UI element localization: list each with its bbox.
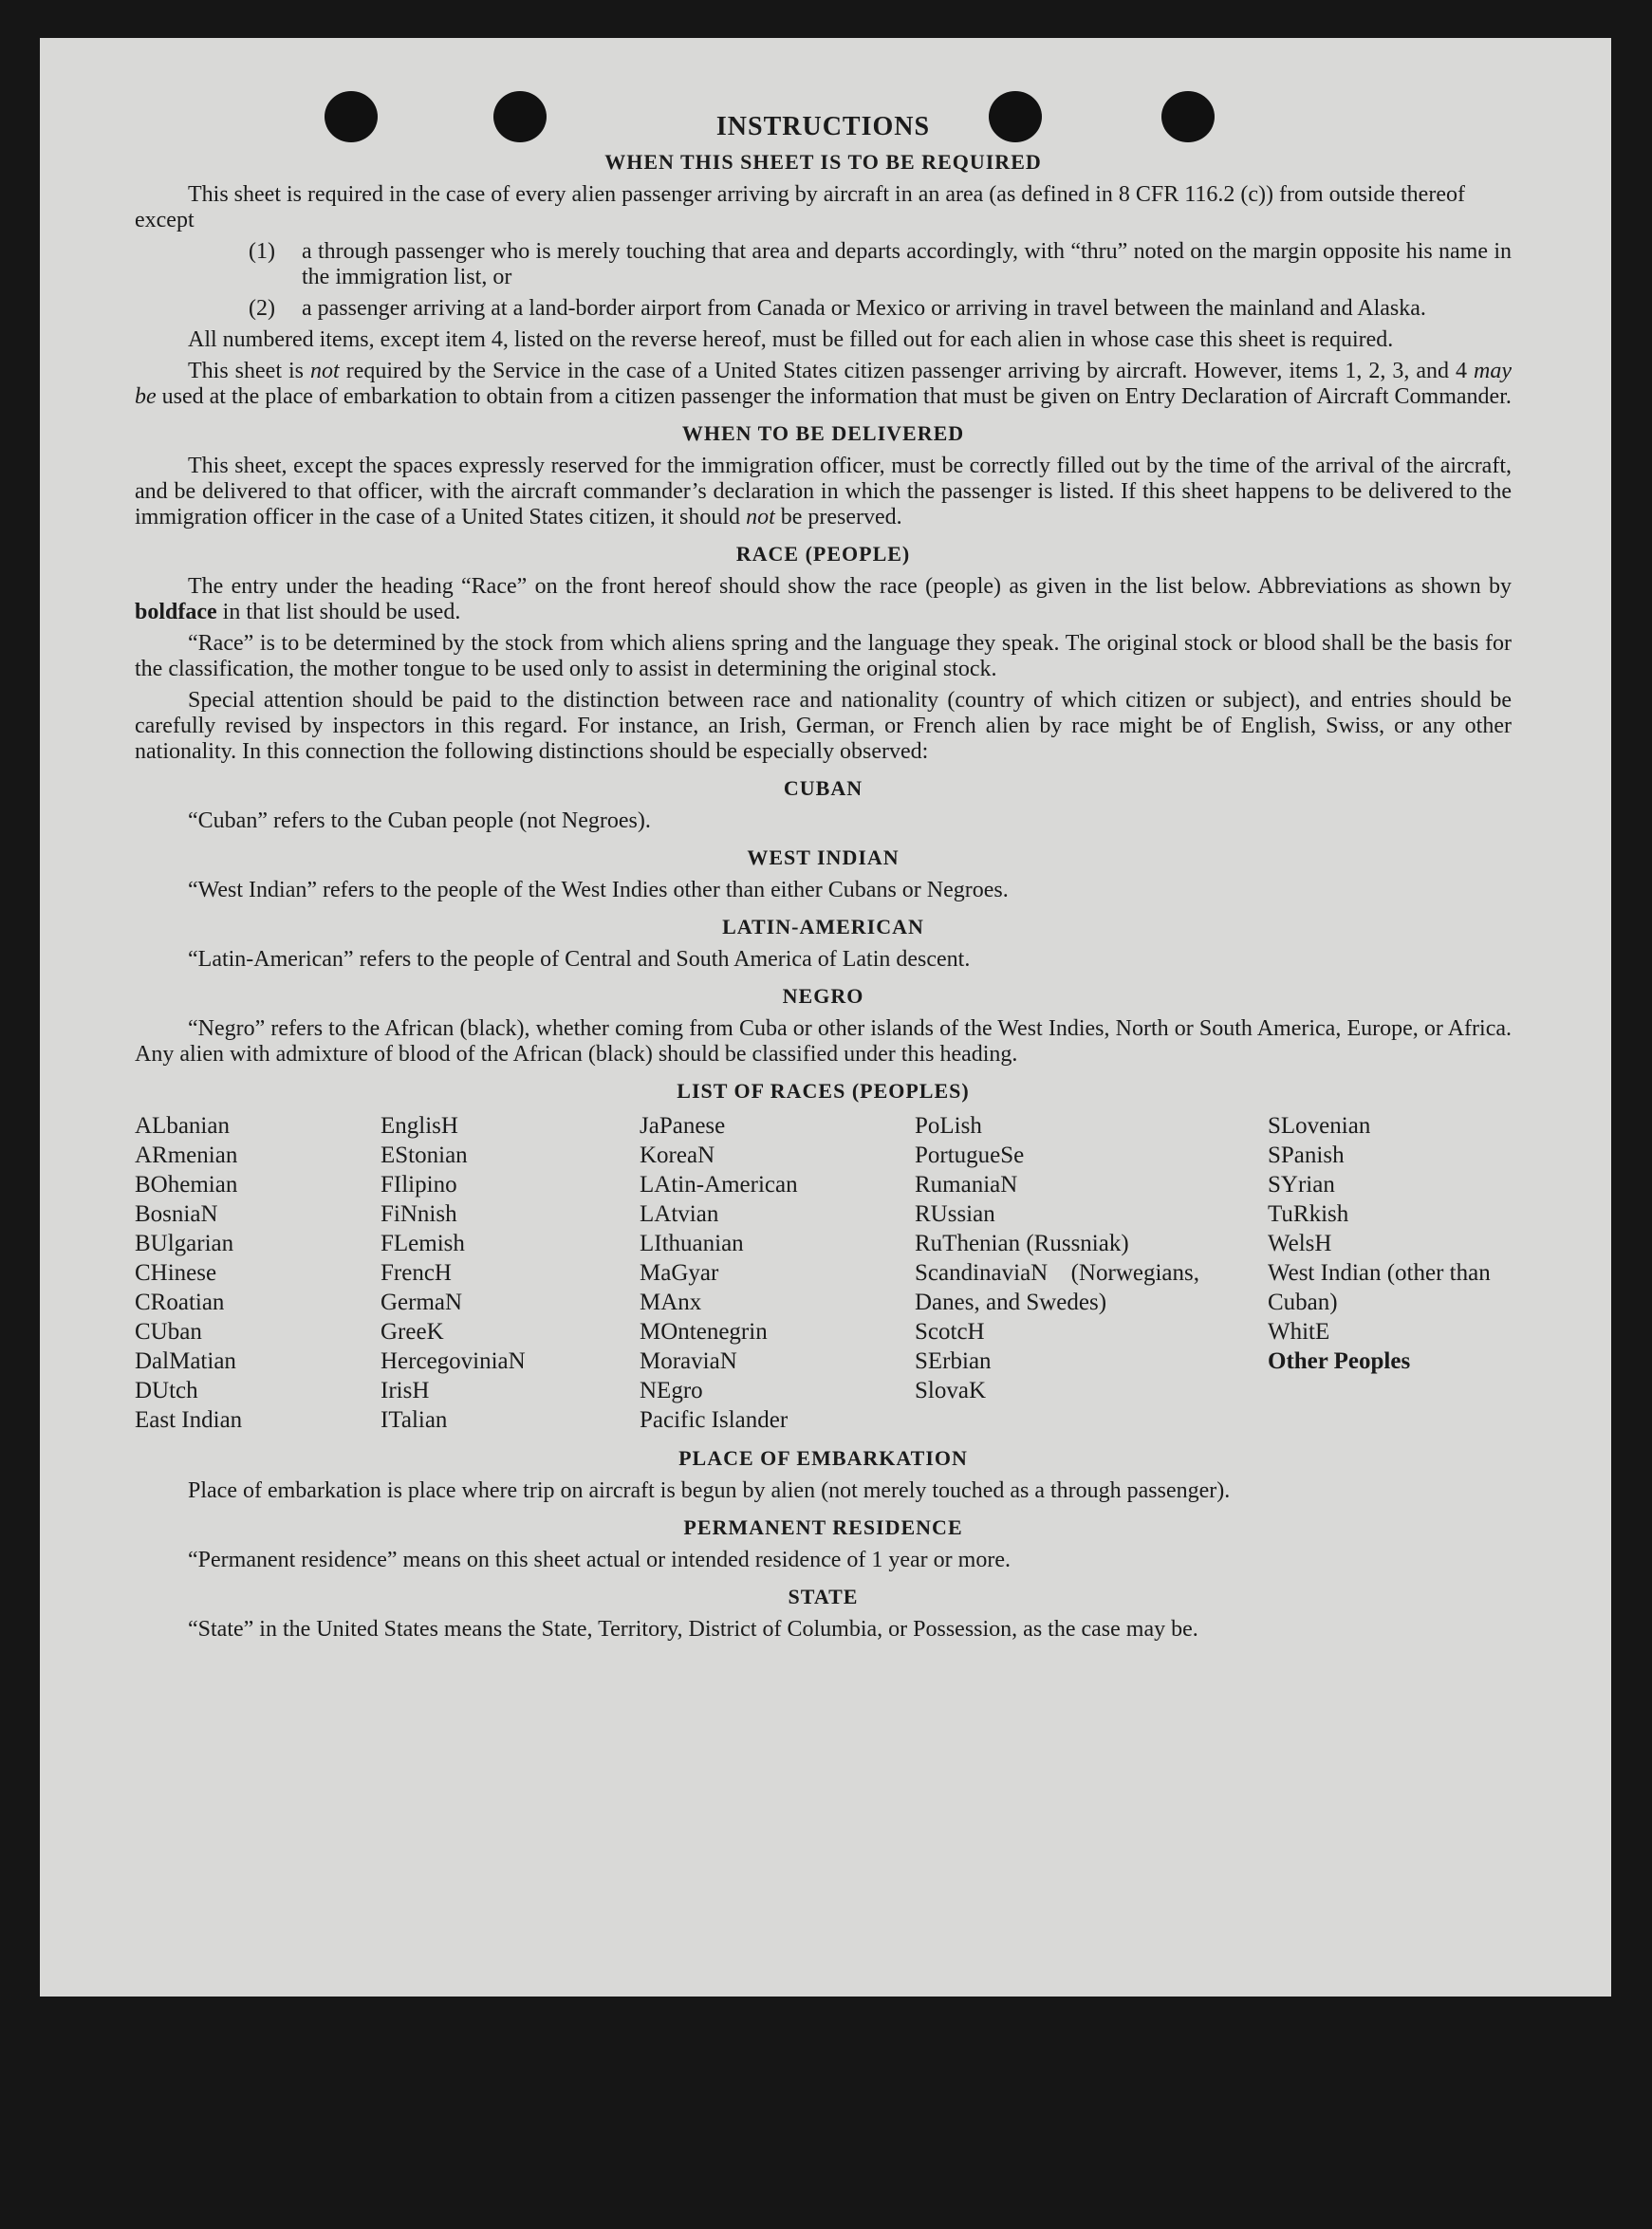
races-column-1: [135, 1111, 381, 1435]
race-entry: FrencH: [381, 1260, 452, 1286]
race-entry: PortugueSe: [915, 1142, 1025, 1168]
text-run: The entry under the heading “Race” on the front hereof should show the race (people) as given in the list below. Abbreviations as shown by: [188, 574, 1512, 599]
race-entry: ALbanian: [135, 1113, 230, 1139]
punch-hole: [989, 91, 1042, 142]
when-required-para3: [135, 359, 1512, 410]
when-required-intro: This sheet is required in the case of every alien passenger arriving by aircraft in an area (as defined in 8 CFR 116.2 (c)) from outside thereof except: [135, 182, 1465, 232]
races-column-5: [1268, 1111, 1516, 1435]
race-entry: LAtin-American: [640, 1172, 798, 1198]
race-entry: WelsH: [1268, 1231, 1332, 1256]
races-list: [135, 1111, 1512, 1435]
emphasis-may-be: may be: [135, 359, 1513, 409]
race-entry: ARmenian: [135, 1142, 238, 1168]
section-heading-when-delivered: WHEN TO BE DELIVERED: [681, 421, 965, 445]
item-text: a through passenger who is merely touching that area and departs accordingly, with “thru” noted on the margin opposite his name in the immigration list, or: [302, 239, 1512, 289]
race-entry: Pacific Islander: [640, 1407, 789, 1433]
when-delivered-text: [135, 454, 1512, 530]
item-number: (2): [249, 296, 275, 321]
race-entry: RuThenian (Russniak): [915, 1231, 1129, 1256]
race-para3: Special attention should be paid to the distinction between race and nationality (country of which citizen or subject), and entries should be carefully revised by inspectors in this regard. For instance, an Irish, German, or French alien by race might be of English, Swiss, or any other nationality. In this connection the following distinctions should be especially observed:: [135, 688, 1512, 764]
text-run: This sheet is: [188, 359, 304, 383]
race-entry: PoLish: [915, 1113, 982, 1139]
west-indian-text: “West Indian” refers to the people of the West Indies other than either Cubans or Negroes.: [188, 878, 1009, 902]
race-entry: BosniaN: [135, 1201, 218, 1227]
race-entry: NEgro: [640, 1378, 703, 1403]
punch-hole: [325, 91, 378, 142]
race-entry: SLovenian: [1268, 1113, 1371, 1139]
race-entry: SYrian: [1268, 1172, 1335, 1198]
race-entry: CUban: [135, 1319, 202, 1345]
emphasis-boldface: boldface: [135, 600, 217, 624]
race-entry: DUtch: [135, 1378, 198, 1403]
race-entry: ScotcH: [915, 1319, 985, 1345]
race-entry: MOntenegrin: [640, 1319, 768, 1345]
text-run: This sheet, except the spaces expressly reserved for the immigration officer, must be correctly filled out by the time of the arrival of the aircraft, and be delivered to that officer, with the aircraft commander’s declaration in which the passenger is listed. If this sheet happens to be delivered to the immigration officer in the case of a United States citizen, it should: [135, 454, 1512, 529]
race-entry: GermaN: [381, 1290, 463, 1315]
section-heading-embarkation: PLACE OF EMBARKATION: [678, 1446, 968, 1470]
section-heading-cuban: CUBAN: [783, 776, 863, 800]
race-entry: East Indian: [135, 1407, 243, 1433]
text-run: be preserved.: [780, 505, 902, 529]
race-entry: RumaniaN: [915, 1172, 1018, 1198]
races-column-3: [640, 1111, 915, 1435]
section-heading-state: STATE: [788, 1585, 859, 1608]
race-entry: LIthuanian: [640, 1231, 744, 1256]
section-heading-when-required: WHEN THIS SHEET IS TO BE REQUIRED: [604, 150, 1042, 174]
race-para2: “Race” is to be determined by the stock from which aliens spring and the language they speak. The original stock or blood shall be the basis for the classification, the mother tongue to be used only to assist in determining the original stock.: [135, 631, 1512, 681]
section-heading-west-indian: WEST INDIAN: [747, 845, 900, 869]
races-column-2: [381, 1111, 640, 1435]
race-entry: MoraviaN: [640, 1348, 737, 1374]
instruction-sheet: [40, 38, 1611, 1997]
race-entry: FiNnish: [381, 1201, 457, 1227]
race-entry: KoreaN: [640, 1142, 715, 1168]
emphasis-not: not: [310, 359, 340, 383]
residence-text: “Permanent residence” means on this sheet actual or intended residence of 1 year or more.: [188, 1548, 1011, 1572]
race-entry: EStonian: [381, 1142, 468, 1168]
race-entry: BOhemian: [135, 1172, 238, 1198]
race-entry: CRoatian: [135, 1290, 225, 1315]
punch-hole: [493, 91, 547, 142]
race-entry: EnglisH: [381, 1113, 458, 1139]
race-entry: GreeK: [381, 1319, 444, 1345]
race-entry: SErbian: [915, 1348, 992, 1374]
section-heading-negro: NEGRO: [782, 984, 864, 1008]
exception-item-1: [249, 239, 1512, 290]
race-entry: TuRkish: [1268, 1201, 1349, 1227]
races-column-4: [915, 1111, 1268, 1435]
section-heading-residence: PERMANENT RESIDENCE: [683, 1515, 963, 1539]
race-entry: LAtvian: [640, 1201, 719, 1227]
exception-item-2: [249, 296, 1512, 322]
race-entry: SlovaK: [915, 1378, 986, 1403]
emphasis-not: not: [746, 505, 775, 529]
race-entry: FLemish: [381, 1231, 465, 1256]
race-entry: CHinese: [135, 1260, 217, 1286]
item-text: a passenger arriving at a land-border airport from Canada or Mexico or arriving in travel between the mainland and Alaska.: [302, 296, 1426, 321]
race-entry: MaGyar: [640, 1260, 719, 1286]
text-run: in that list should be used.: [222, 600, 461, 624]
section-heading-race: RACE (PEOPLE): [735, 542, 911, 566]
race-entry: BUlgarian: [135, 1231, 234, 1256]
race-entry: Other Peoples: [1268, 1348, 1411, 1374]
embarkation-text: Place of embarkation is place where trip on aircraft is begun by alien (not merely touched as a through passenger).: [188, 1478, 1231, 1503]
state-text: “State” in the United States means the State, Territory, District of Columbia, or Possession, as the case may be.: [188, 1617, 1198, 1642]
race-entry: ScandinaviaN (Norwegians, Danes, and Swedes): [915, 1260, 1199, 1315]
section-heading-latin-american: LATIN-AMERICAN: [722, 915, 924, 938]
punch-hole: [1161, 91, 1215, 142]
race-para1: [135, 574, 1512, 625]
when-required-para2: All numbered items, except item 4, listed on the reverse hereof, must be filled out for each alien in whose case this sheet is required.: [188, 327, 1394, 352]
race-entry: FIlipino: [381, 1172, 457, 1198]
race-entry: SPanish: [1268, 1142, 1345, 1168]
negro-text: “Negro” refers to the African (black), whether coming from Cuba or other islands of the West Indies, North or South America, Europe, or Africa. Any alien with admixture of blood of the African (black) should be classified under this heading.: [135, 1016, 1512, 1067]
race-entry: HercegoviniaN: [381, 1348, 526, 1374]
race-entry: MAnx: [640, 1290, 702, 1315]
item-number: (1): [249, 239, 275, 264]
race-entry: JaPanese: [640, 1113, 726, 1139]
race-entry: WhitE: [1268, 1319, 1330, 1345]
race-entry: DalMatian: [135, 1348, 236, 1374]
race-entry: West Indian (other than Cuban): [1268, 1260, 1491, 1315]
latin-american-text: “Latin-American” refers to the people of Central and South America of Latin descent.: [188, 947, 971, 972]
race-entry: IrisH: [381, 1378, 430, 1403]
text-run: used at the place of embarkation to obtain from a citizen passenger the information that must be given on Entry Declaration of Aircraft Commander.: [161, 384, 1512, 409]
race-entry: ITalian: [381, 1407, 448, 1433]
race-entry: RUssian: [915, 1201, 995, 1227]
text-run: required by the Service in the case of a United States citizen passenger arriving by aircraft. However, items 1, 2, 3, and 4: [345, 359, 1468, 383]
section-heading-list-of-races: LIST OF RACES (PEOPLES): [677, 1079, 970, 1103]
cuban-text: “Cuban” refers to the Cuban people (not Negroes).: [188, 808, 651, 833]
page-title: INSTRUCTIONS: [715, 112, 931, 141]
